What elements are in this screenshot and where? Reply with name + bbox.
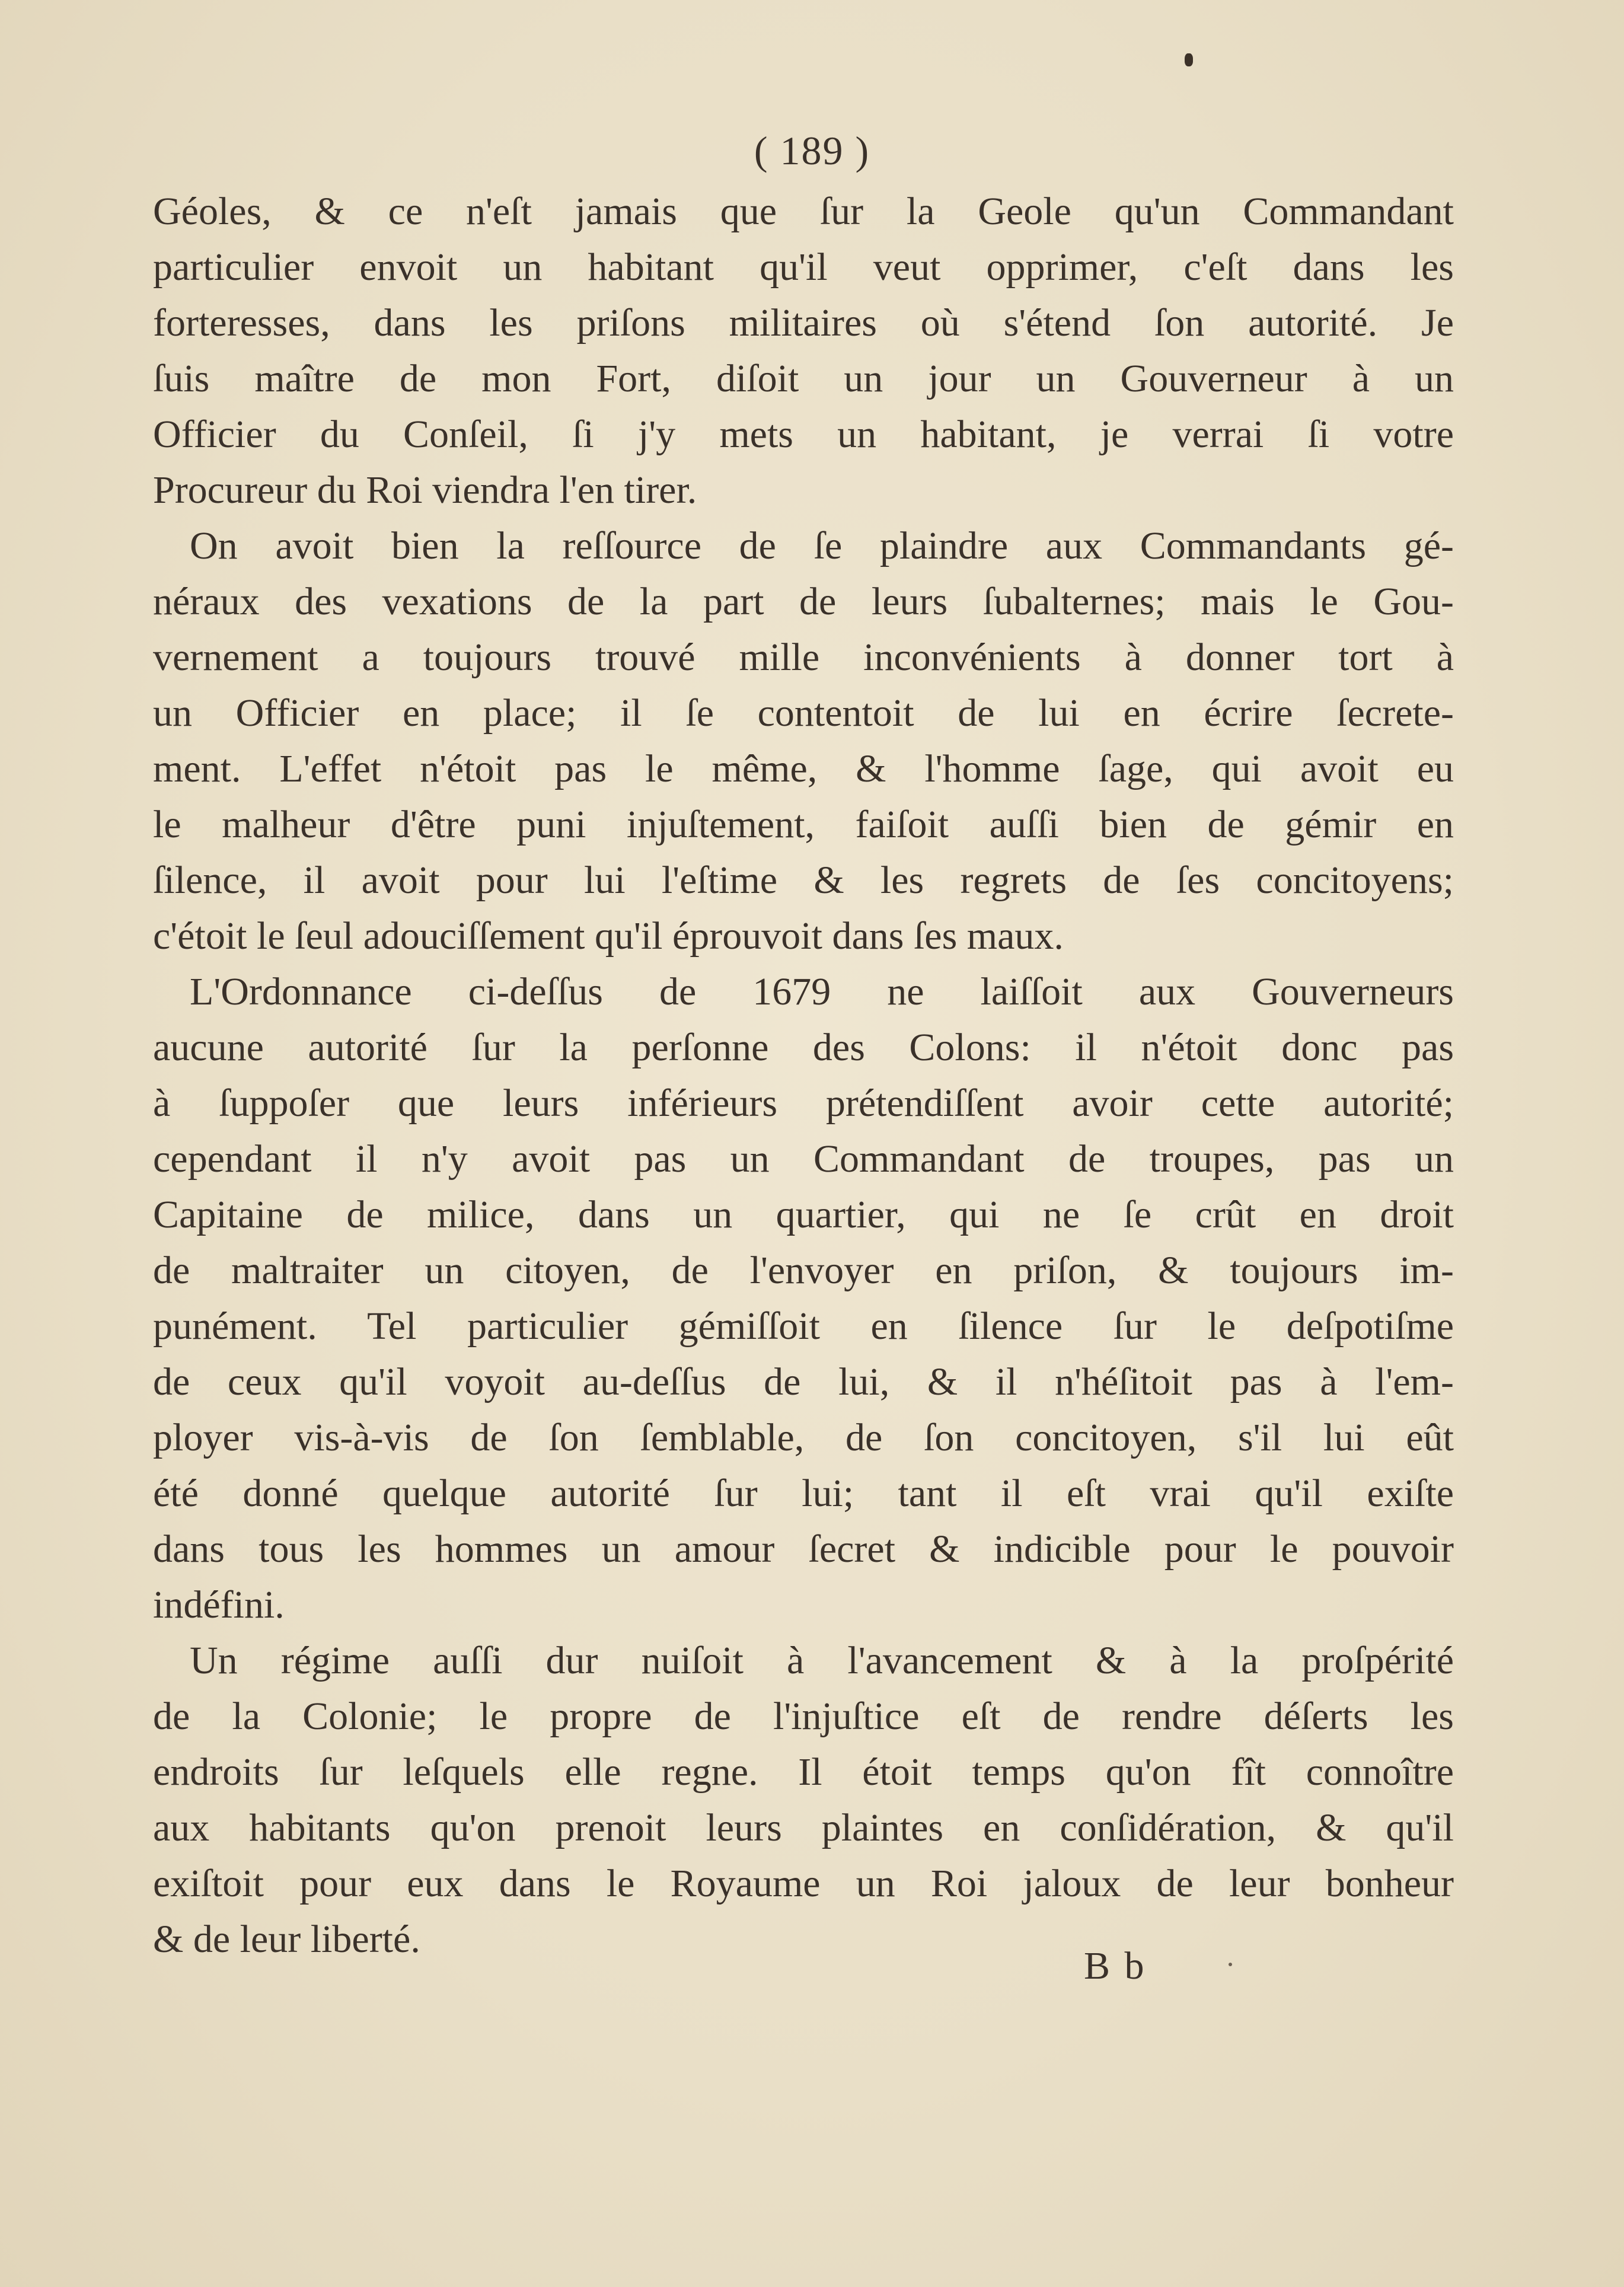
text-line: indéfini.: [153, 1583, 285, 1626]
text-line: Procureur du Roi viendra l'en tirer.: [153, 468, 697, 512]
text-line: L'Ordonnance ci-deſſus de 1679 ne laiſſoit aux Gouverneurs: [190, 970, 1454, 1013]
text-line: à ſuppoſer que leurs inférieurs prétendiſſent avoir cette autorité;: [153, 1082, 1454, 1125]
text-line: Officier du Conſeil, ſi j'y mets un habitant, je verrai ſi votre: [153, 413, 1454, 456]
text-line: le malheur d'être puni injuſtement, faiſoit auſſi bien de gémir en: [153, 803, 1454, 846]
text-line: vernement a toujours trouvé mille inconvénients à donner tort à: [153, 636, 1454, 679]
text-line: Capitaine de milice, dans un quartier, qui ne ſe crût en droit: [153, 1193, 1454, 1236]
text-line: été donné quelque autorité ſur lui; tant il eſt vrai qu'il exiſte: [153, 1472, 1454, 1515]
text-line: particulier envoit un habitant qu'il veut opprimer, c'eſt dans les: [153, 245, 1454, 289]
text-line: ployer vis-à-vis de ſon ſemblable, de ſon concitoyen, s'il lui eût: [153, 1416, 1454, 1459]
text-line: exiſtoit pour eux dans le Royaume un Roi jaloux de leur bonheur: [153, 1862, 1454, 1905]
text-line: Un régime auſſi dur nuiſoit à l'avancement & à la proſpérité: [190, 1639, 1454, 1682]
text-line: de maltraiter un citoyen, de l'envoyer en priſon, & toujours im-: [153, 1249, 1454, 1292]
ink-speck: [1185, 53, 1193, 66]
text-line: Géoles, & ce n'eſt jamais que ſur la Geole qu'un Commandant: [153, 190, 1454, 233]
text-line: un Officier en place; il ſe contentoit de lui en écrire ſecrete-: [153, 691, 1454, 735]
text-line: ſilence, il avoit pour lui l'eſtime & les regrets de ſes concitoyens;: [153, 859, 1454, 902]
text-line: néraux des vexations de la part de leurs ſubalternes; mais le Gou-: [153, 580, 1454, 623]
signature-mark: B b: [1084, 1944, 1147, 1988]
text-line: aucune autorité ſur la perſonne des Colons: il n'étoit donc pas: [153, 1026, 1454, 1069]
text-line: de la Colonie; le propre de l'injuſtice eſt de rendre déſerts les: [153, 1695, 1454, 1738]
text-line: dans tous les hommes un amour ſecret & indicible pour le pouvoir: [153, 1527, 1454, 1571]
text-line: cependant il n'y avoit pas un Commandant de troupes, pas un: [153, 1137, 1454, 1181]
ink-dot: [1229, 1963, 1232, 1966]
page-number: ( 189 ): [754, 128, 870, 173]
text-line: ment. L'effet n'étoit pas le même, & l'homme ſage, qui avoit eu: [153, 747, 1454, 790]
text-line: ſuis maître de mon Fort, diſoit un jour un Gouverneur à un: [153, 357, 1454, 400]
text-line: forteresses, dans les priſons militaires où s'étend ſon autorité. Je: [153, 301, 1454, 345]
text-line: c'étoit le ſeul adouciſſement qu'il éprouvoit dans ſes maux.: [153, 914, 1064, 958]
text-line: aux habitants qu'on prenoit leurs plaintes en conſidération, & qu'il: [153, 1806, 1454, 1849]
body-text: [153, 184, 1454, 1967]
text-line: de ceux qu'il voyoit au-deſſus de lui, & il n'héſitoit pas à l'em-: [153, 1360, 1454, 1404]
text-line: & de leur liberté.: [153, 1918, 420, 1961]
text-line: punément. Tel particulier gémiſſoit en ſilence ſur le deſpotiſme: [153, 1304, 1454, 1348]
text-line: endroits ſur leſquels elle regne. Il étoit temps qu'on fît connoître: [153, 1750, 1454, 1794]
text-line: On avoit bien la reſſource de ſe plaindre aux Commandants gé-: [190, 524, 1454, 567]
